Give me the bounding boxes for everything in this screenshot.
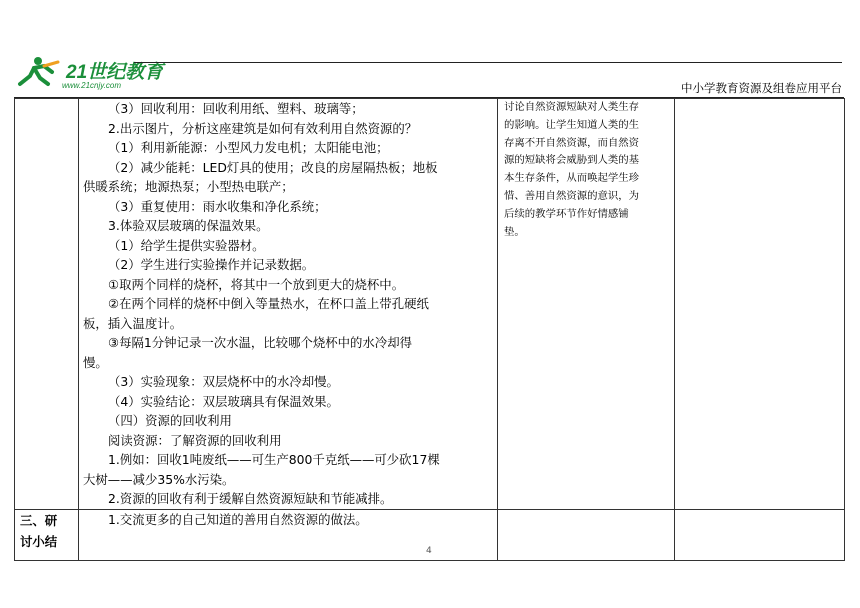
notes-cell [675,509,845,560]
text-line: （3）重复使用：雨水收集和净化系统； [108,198,327,214]
text-line: 2.资源的回收有利于缓解自然资源短缺和节能减排。 [108,491,393,506]
intent-cell [498,99,675,510]
section-title-line: 讨小结 [20,533,58,549]
logo-url: www.21cnjy.com [62,81,121,90]
logo-text: 21世纪教育 [66,62,164,83]
process-cell [79,509,498,560]
text-line: 1.交流更多的自己知道的善用自然资源的做法。 [108,511,368,527]
text-line: （四）资源的回收利用 [108,413,232,428]
process-cell [79,99,498,510]
page-header [14,50,844,98]
notes-cell [675,99,845,510]
text-line: ①取两个同样的烧杯，将其中一个放到更大的烧杯中。 [108,276,405,292]
intent-line: 源的短缺将会威胁到人类的基 [504,154,640,167]
text-line: （2）学生进行实验操作并记录数据。 [108,257,315,272]
text-line: 1.例如：回收1吨废纸——可生产800千克纸——可少砍17棵 [108,452,440,467]
intent-line: 后续的教学环节作好情感铺 [504,207,629,220]
text-line: 大树——减少35%水污染。 [83,471,235,487]
text-line: （3）回收利用：回收利用纸、塑料、玻璃等； [108,101,364,116]
text-line: 2.出示图片，分析这座建筑是如何有效利用自然资源的？ [108,120,418,136]
text-line: ③每隔1分钟记录一次水温，比较哪个烧杯中的水冷却得 [108,335,412,350]
intent-cell [498,509,675,560]
header-rule-top [134,62,842,63]
section-title-line: 三、研 [20,512,58,528]
intent-line: 垫。 [504,225,525,238]
intent-line: 本生存条件，从而唤起学生珍 [504,172,640,185]
platform-name: 中小学教育资源及组卷应用平台 [681,81,842,95]
text-line: ②在两个同样的烧杯中倒入等量热水，在杯口盖上带孔硬纸 [108,296,429,311]
logo [14,54,164,90]
intent-line: 存离不开自然资源，而自然资 [504,136,640,149]
intent-line: 讨论自然资源短缺对人类生存 [504,101,640,113]
text-line: （3）实验现象：双层烧杯中的水冷却慢。 [108,374,339,389]
section-cell [15,99,79,510]
text-line: 3.体验双层玻璃的保温效果。 [108,218,269,233]
intent-line: 惜、善用自然资源的意识，为 [504,189,640,202]
section-cell [15,509,79,560]
text-line: 慢。 [83,354,108,370]
text-line: 板，插入温度计。 [83,315,183,331]
text-line: 供暖系统；地源热泵；小型热电联产； [83,179,294,194]
page-number: 4 [426,546,432,556]
table-row [15,99,845,510]
runner-logo-icon [14,54,64,90]
intent-line: 的影响。让学生知道人类的生 [504,118,640,131]
text-line: 阅读资源：了解资源的回收利用 [108,432,282,448]
text-line: （1）利用新能源：小型风力发电机；太阳能电池； [108,140,389,155]
lesson-table [14,98,845,561]
text-line: （2）减少能耗：LED灯具的使用；改良的房屋隔热板；地板 [108,159,438,175]
text-line: （1）给学生提供实验器材。 [108,237,265,253]
text-line: （4）实验结论：双层玻璃具有保温效果。 [108,393,339,409]
